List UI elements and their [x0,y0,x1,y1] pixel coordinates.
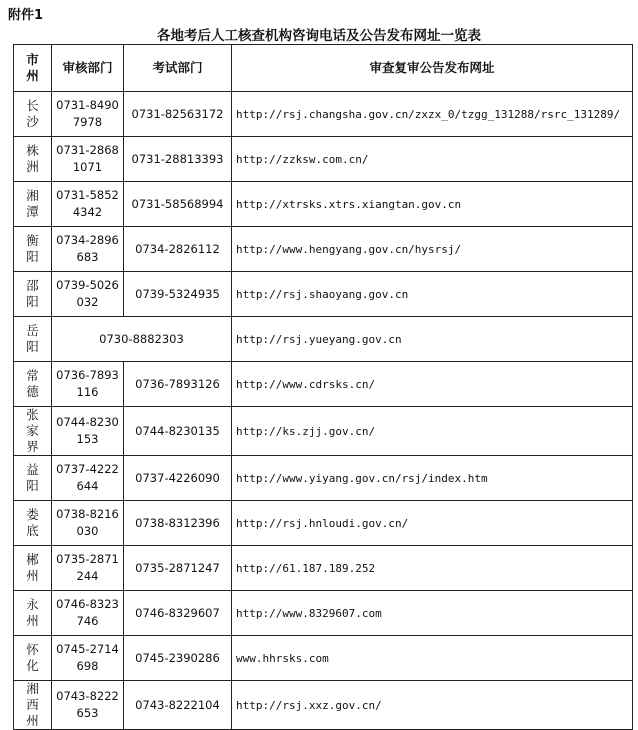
city-name: 郴州 [26,552,39,583]
city-name: 张家界 [26,407,39,454]
table-row [14,272,633,317]
city-name: 永州 [26,597,39,628]
review-dept-phone: 0738-8216030 [52,501,124,546]
announcement-url[interactable]: http://rsj.shaoyang.gov.cn [232,272,633,317]
table-row [14,681,633,730]
city-cell [14,92,52,137]
city-cell [14,182,52,227]
table-row [14,137,633,182]
table-row [14,636,633,681]
city-name: 长沙 [26,98,39,129]
city-name: 益阳 [26,462,39,493]
review-dept-phone: 0731-28681071 [52,137,124,182]
review-dept-phone: 0731-84907978 [52,92,124,137]
city-name: 湘西州 [26,681,39,728]
table-row [14,92,633,137]
table-row [14,227,633,272]
attachment-label: 附件1 [8,8,44,23]
exam-dept-phone: 0746-8329607 [124,591,232,636]
table-row [14,501,633,546]
city-name: 常德 [26,368,39,399]
announcement-url[interactable]: http://rsj.yueyang.gov.cn [232,317,633,362]
exam-dept-phone: 0745-2390286 [124,636,232,681]
city-cell [14,227,52,272]
review-dept-phone: 0736-7893116 [52,362,124,407]
header-review-dept: 审核部门 [52,45,124,92]
table-row [14,591,633,636]
exam-dept-phone: 0743-8222104 [124,681,232,730]
header-city: 市州 [14,45,52,92]
announcement-url[interactable]: http://xtrsks.xtrs.xiangtan.gov.cn [232,182,633,227]
announcement-url[interactable]: http://61.187.189.252 [232,546,633,591]
table-row [14,317,633,362]
exam-dept-phone: 0735-2871247 [124,546,232,591]
announcement-url[interactable]: http://www.8329607.com [232,591,633,636]
announcement-url[interactable]: http://rsj.xxz.gov.cn/ [232,681,633,730]
table-header-row [14,45,633,92]
city-name: 衡阳 [26,233,39,264]
city-cell [14,681,52,730]
city-cell [14,362,52,407]
exam-dept-phone: 0731-82563172 [124,92,232,137]
exam-dept-phone: 0736-7893126 [124,362,232,407]
city-cell [14,591,52,636]
announcement-url[interactable]: http://www.hengyang.gov.cn/hysrsj/ [232,227,633,272]
city-cell [14,636,52,681]
announcement-url[interactable]: http://ks.zjj.gov.cn/ [232,407,633,456]
review-dept-phone: 0745-2714698 [52,636,124,681]
table-body [14,92,633,730]
exam-dept-phone: 0738-8312396 [124,501,232,546]
city-cell [14,456,52,501]
exam-dept-phone: 0731-58568994 [124,182,232,227]
review-dept-phone: 0743-8222653 [52,681,124,730]
merged-phone-cell: 0730-8882303 [52,317,232,362]
exam-dept-phone: 0744-8230135 [124,407,232,456]
header-exam-dept: 考试部门 [124,45,232,92]
city-name: 邵阳 [26,278,39,309]
document-title: 各地考后人工核查机构咨询电话及公告发布网址一览表 [157,28,481,44]
table-row [14,546,633,591]
review-dept-phone: 0744-8230153 [52,407,124,456]
city-cell [14,317,52,362]
exam-dept-phone: 0737-4226090 [124,456,232,501]
review-dept-phone: 0746-8323746 [52,591,124,636]
city-cell [14,407,52,456]
city-name: 岳阳 [26,323,39,354]
city-name: 湘潭 [26,188,39,219]
city-name: 怀化 [26,642,39,673]
announcement-url[interactable]: http://zzksw.com.cn/ [232,137,633,182]
review-dept-phone: 0739-5026032 [52,272,124,317]
city-cell [14,137,52,182]
header-url: 审查复审公告发布网址 [232,45,633,92]
city-name: 娄底 [26,507,39,538]
exam-dept-phone: 0734-2826112 [124,227,232,272]
city-cell [14,272,52,317]
announcement-url[interactable]: http://rsj.hnloudi.gov.cn/ [232,501,633,546]
announcement-url[interactable]: http://rsj.changsha.gov.cn/zxzx_0/tzgg_131288/rsrc_131289/ [232,92,633,137]
table-row [14,182,633,227]
announcement-url[interactable]: http://www.cdrsks.cn/ [232,362,633,407]
table-row [14,407,633,456]
table-row [14,362,633,407]
review-dept-phone: 0737-4222644 [52,456,124,501]
contact-table [13,44,633,730]
city-name: 株洲 [26,143,39,174]
announcement-url[interactable]: http://www.yiyang.gov.cn/rsj/index.htm [232,456,633,501]
review-dept-phone: 0734-2896683 [52,227,124,272]
review-dept-phone: 0731-58524342 [52,182,124,227]
exam-dept-phone: 0731-28813393 [124,137,232,182]
review-dept-phone: 0735-2871244 [52,546,124,591]
table-row [14,456,633,501]
city-cell [14,546,52,591]
exam-dept-phone: 0739-5324935 [124,272,232,317]
announcement-url[interactable]: www.hhrsks.com [232,636,633,681]
city-cell [14,501,52,546]
